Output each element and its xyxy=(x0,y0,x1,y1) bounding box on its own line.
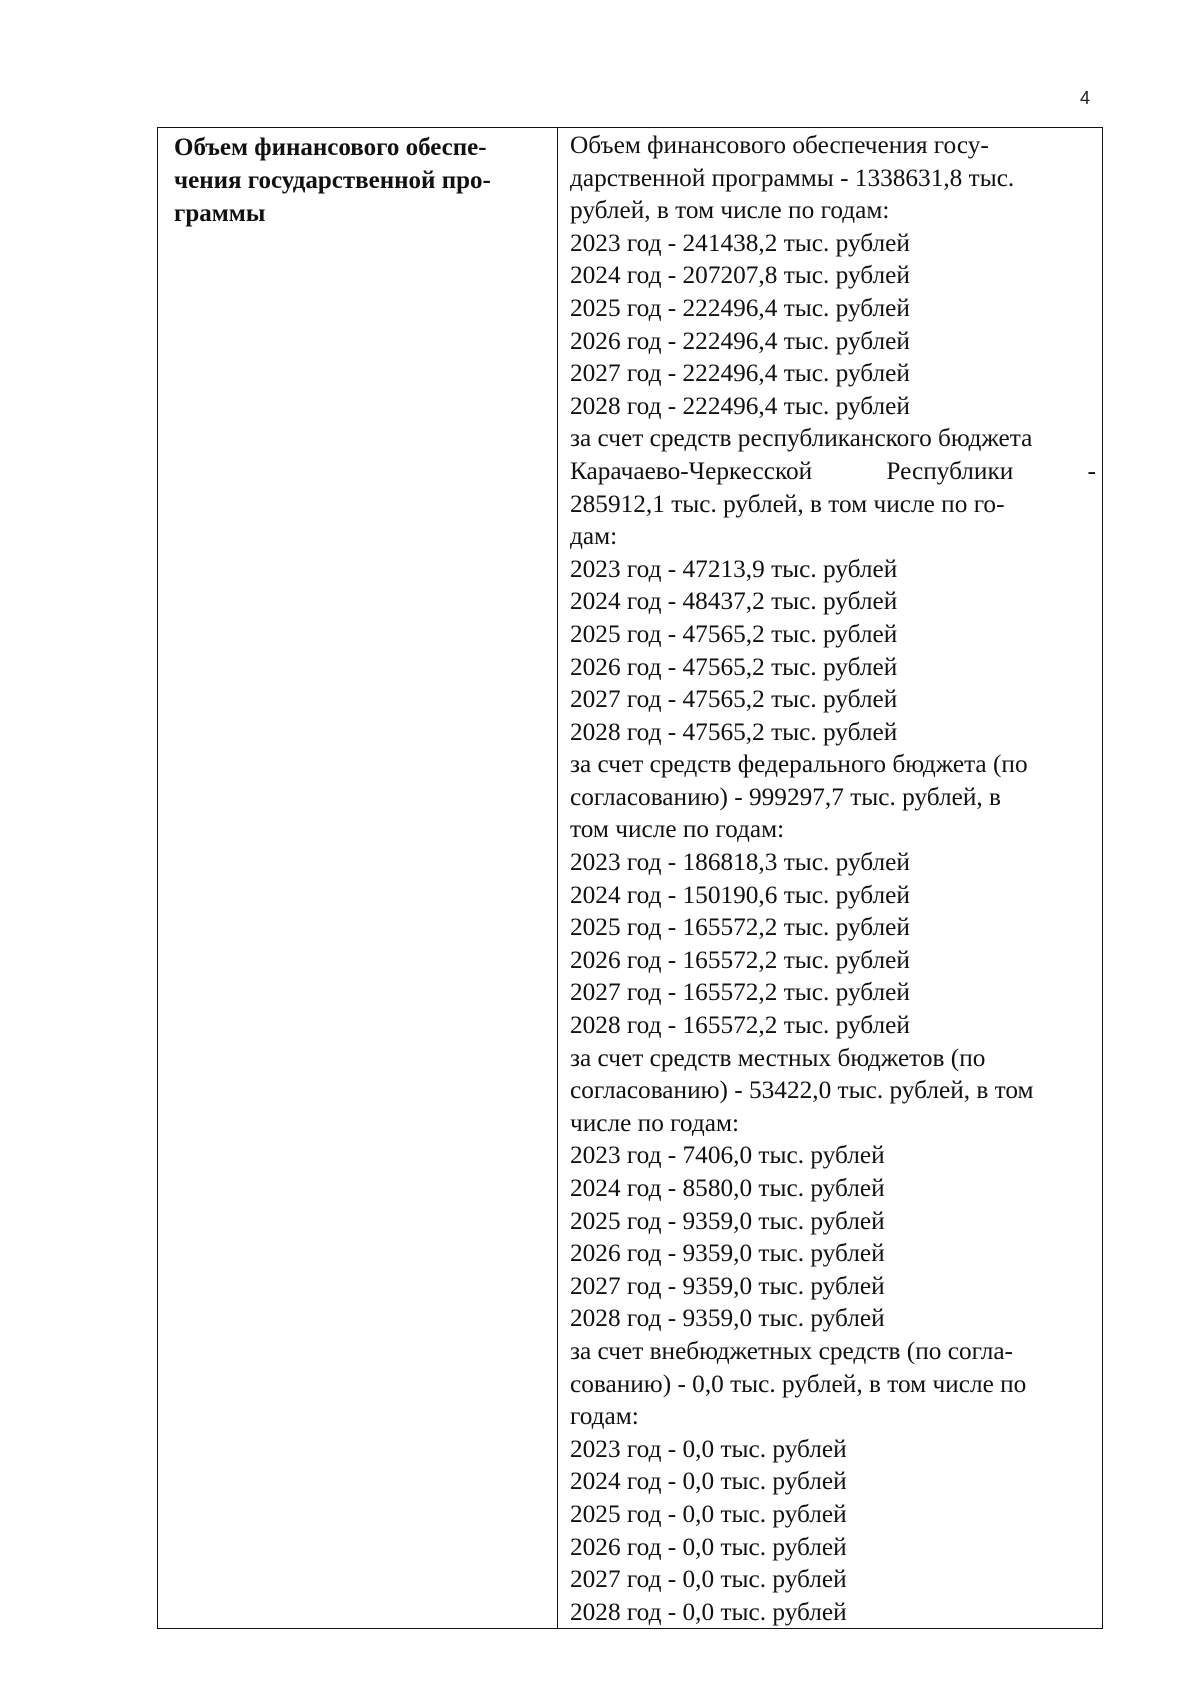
value-line: рублей, в том числе по годам: xyxy=(570,196,890,225)
value-line: за счет средств местных бюджетов (по xyxy=(570,1043,986,1072)
value-line: 2025 год - 47565,2 тыс. рублей xyxy=(570,619,898,648)
value-line: 2025 год - 222496,4 тыс. рублей xyxy=(570,293,910,322)
value-line: 2026 год - 222496,4 тыс. рублей xyxy=(570,326,910,355)
value-line: 2025 год - 0,0 тыс. рублей xyxy=(570,1499,847,1528)
value-line: 2024 год - 150190,6 тыс. рублей xyxy=(570,880,910,909)
value-line: дарственной программы - 1338631,8 тыс. xyxy=(570,163,1015,192)
value-line: 2024 год - 8580,0 тыс. рублей xyxy=(570,1174,885,1202)
value-line: Объем финансового обеспечения госу- xyxy=(570,131,989,159)
value-line: 2027 год - 222496,4 тыс. рублей xyxy=(570,359,910,388)
value-line: 2023 год - 47213,9 тыс. рублей xyxy=(570,554,898,583)
justified-word: Карачаево-Черкесской xyxy=(570,456,813,485)
page-number: 4 xyxy=(1080,88,1091,108)
table-label-cell xyxy=(158,128,558,1628)
value-line: 2028 год - 47565,2 тыс. рублей xyxy=(570,717,898,746)
value-line: 2026 год - 9359,0 тыс. рублей xyxy=(570,1239,885,1268)
value-line-justified xyxy=(570,455,1096,488)
value-line: 2027 год - 9359,0 тыс. рублей xyxy=(570,1271,885,1300)
value-line: 2026 год - 47565,2 тыс. рублей xyxy=(570,652,898,681)
value-line: 2023 год - 241438,2 тыс. рублей xyxy=(570,228,910,257)
value-line: числе по годам: xyxy=(570,1108,739,1137)
value-line: 2028 год - 0,0 тыс. рублей xyxy=(570,1597,847,1626)
value-line: годам: xyxy=(570,1402,639,1431)
justified-word: - xyxy=(1087,456,1096,485)
table-value-cell xyxy=(558,128,1102,1628)
value-line: за счет средств республиканского бюджета xyxy=(570,424,1033,453)
value-line: согласованию) - 999297,7 тыс. рублей, в xyxy=(570,782,1001,811)
value-line: за счет средств федерального бюджета (по xyxy=(570,750,1028,779)
value-line: том числе по годам: xyxy=(570,815,785,844)
value-line: сованию) - 0,0 тыс. рублей, в том числе по xyxy=(570,1369,1027,1398)
value-line: 2023 год - 7406,0 тыс. рублей xyxy=(570,1141,885,1170)
value-line: 2027 год - 165572,2 тыс. рублей xyxy=(570,978,910,1007)
value-line: за счет внебюджетных средств (по согла- xyxy=(570,1336,1013,1365)
row-heading: Объем финансового обеспе- чения государственной про- граммы xyxy=(174,134,491,227)
justified-word: Республики xyxy=(886,456,1014,485)
value-line: 2024 год - 207207,8 тыс. рублей xyxy=(570,261,910,290)
program-passport-table xyxy=(157,127,1103,1629)
value-line: 2025 год - 165572,2 тыс. рублей xyxy=(570,913,910,942)
value-line: 2024 год - 0,0 тыс. рублей xyxy=(570,1467,847,1496)
value-line: 2028 год - 165572,2 тыс. рублей xyxy=(570,1011,910,1040)
value-line: 2027 год - 0,0 тыс. рублей xyxy=(570,1565,847,1594)
value-line: дам: xyxy=(570,522,618,551)
value-line: 2026 год - 0,0 тыс. рублей xyxy=(570,1532,847,1561)
value-line: 2023 год - 186818,3 тыс. рублей xyxy=(570,848,910,877)
value-line: 2024 год - 48437,2 тыс. рублей xyxy=(570,587,898,616)
value-line: 2025 год - 9359,0 тыс. рублей xyxy=(570,1206,885,1235)
value-line: 2028 год - 9359,0 тыс. рублей xyxy=(570,1304,885,1333)
value-line: 2026 год - 165572,2 тыс. рублей xyxy=(570,945,910,974)
value-line: 2027 год - 47565,2 тыс. рублей xyxy=(570,685,898,714)
value-line: 2023 год - 0,0 тыс. рублей xyxy=(570,1434,847,1463)
value-line: 2028 год - 222496,4 тыс. рублей xyxy=(570,391,910,420)
value-line: согласованию) - 53422,0 тыс. рублей, в том xyxy=(570,1076,1034,1105)
value-line: 285912,1 тыс. рублей, в том числе по го- xyxy=(570,489,1005,518)
